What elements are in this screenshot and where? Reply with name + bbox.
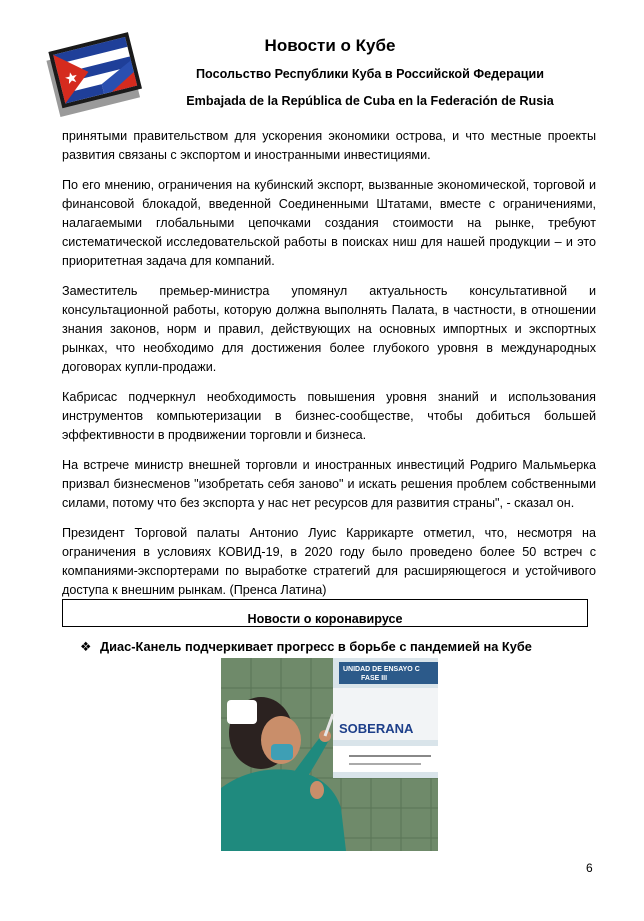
news-headline	[80, 639, 600, 655]
paragraph: Кабрисас подчеркнул необходимость повышения уровня знаний и использования инструментов компьютеризации в бизнес-сообществе, чтобы добиться большей эффективности в продвижении торговли и бизнеса.	[62, 390, 596, 442]
headline-text: Диас-Канель подчеркивает прогресс в борьбе с пандемией на Кубе	[100, 639, 532, 654]
paragraph: Президент Торговой палаты Антонио Луис Каррикарте отметил, что, несмотря на ограничения в условиях КОВИД-19, в 2020 году было проведено более 50 встреч с компаниями-экспортерами по выработке стратегий для расширяющегося и устойчивого доступа к внешним рынкам. (Пренса Латина)	[62, 526, 596, 597]
embassy-name-es: Embajada de la República de Cuba en la Federación de Rusia	[186, 94, 554, 108]
vaccine-trial-photo	[221, 658, 438, 851]
page-number: 6	[586, 861, 593, 875]
section-heading: Новости о коронавирусе	[247, 612, 403, 626]
poster-text: UNIDAD DE ENSAYO C	[343, 666, 420, 673]
paragraph: принятыми правительством для ускорения экономики острова, и что местные проекты развития связаны с экспортом и иностранными инвестициями.	[62, 129, 596, 162]
embassy-logo	[38, 26, 148, 126]
article-body	[62, 127, 596, 611]
paragraph: Заместитель премьер-министра упомянул актуальность консультативной и консультационной работы, которую должна выполнять Палата, в частности, в отношении знания законов, норм и правил, действующих на основных импортных и экспортных рынках, что необходимо для достижения более глубокого уровня в международных договорах купли-продажи.	[62, 284, 596, 374]
paragraph: По его мнению, ограничения на кубинский экспорт, вызванные экономической, торговой и финансовой блокадой, введенной Соединенными Штатами, вместе с ограничениями, налагаемыми глобальными цепочками создания стоимости на рынке, требуют систематической исследовательской работы в поисках ниш для нашей продукции – и это приоритетная задача для компаний.	[62, 178, 596, 268]
paragraph: На встрече министр внешней торговли и иностранных инвестиций Родриго Мальмьерка призвал бизнесменов "изобретать себя заново" и искать решения проблем собственными силами, потому что без экспорта у нас нет ресурсов для развития страны", - сказал он.	[62, 458, 596, 510]
section-heading-box	[62, 599, 588, 627]
poster-text: FASE III	[361, 675, 388, 682]
newsletter-title: Новости о Кубе	[264, 36, 396, 55]
poster-brand: SOBERANA	[339, 721, 414, 736]
embassy-name-ru: Посольство Республики Куба в Российской Федерации	[196, 67, 544, 81]
diamond-bullet-icon: ❖	[80, 639, 92, 654]
